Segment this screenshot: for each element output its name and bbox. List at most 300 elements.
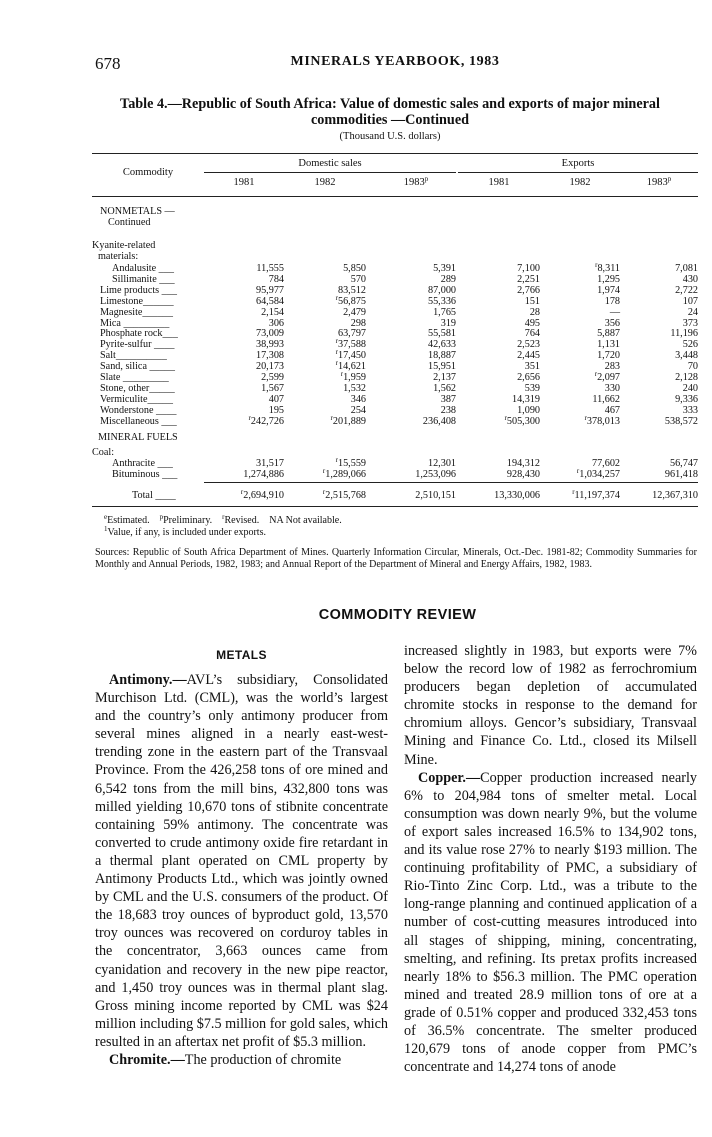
table-cell [456,318,540,329]
table-cell [366,361,456,372]
table-cell [620,458,698,469]
table-cell [620,328,698,339]
cell-value: 1,532 [343,382,366,394]
cell-value: 95,977 [255,284,284,296]
row-label: Sillimanite ___ [112,273,175,285]
cell-value: 77,602 [591,458,620,469]
cell-value: 928,430 [506,469,540,480]
table-row [92,413,698,427]
table-cell [456,274,540,285]
table-cell [456,263,540,274]
table-cell [366,416,456,427]
footnote-mark: p [159,513,164,521]
cell-value: 2,599 [261,372,284,383]
text-antimony: AVL’s subsidiary, Consolidated Murchison Ltd. (CML), was the world’s largest and the country’s only antimony producer from several mines aligned in a nearly east-west-trending zone in the eastern part of the Transvaal Province. From the 426,258 tons of ore mined and 6,542 tons from the mill bins, 432,800 tons was milled yielding 10,670 tons of stibnite concentrate containing 59% antimony. The concentrate was converted to crude antimony oxide fire retardant in a thermal plant operated on CML property by Antimony Products Ltd., which was jointly owned by CML and the U.S. consumers of the product. Of the 18,683 troy ounces of byproduct gold, 13,570 troy ounces was recovered on corduroy tables in the concentrator, 3,663 ounces came from cyanidation and recovery in the new pipe reactor, and 1,450 troy ounces was in thermal plant slag. Gross mining income reported by CML was $24 million including $7.5 million for gold sales, which resulted in an aftertax net profit of $5.3 million. [95,672,388,1050]
table-cell [204,263,284,274]
domestic-group-rule [204,172,456,173]
cell-value: 17,450 [337,350,366,362]
column-group-exports: Exports [561,158,595,169]
cell-value: 330 [604,382,620,394]
table-cell [540,383,620,394]
table-cell [284,394,366,405]
year-label: 1981 [233,177,255,188]
cell-value: 407 [268,393,284,405]
row-label: Vermiculite_____ [100,393,173,405]
text-column-right [404,642,697,1076]
column-group-domestic: Domestic sales [298,158,362,169]
paragraph-chromite [95,1051,388,1069]
table-cell [366,339,456,350]
table-cell [456,490,540,501]
cell-value: 2,510,151 [415,490,456,501]
column-header-year [458,177,540,188]
revised-mark: r [322,488,326,496]
cell-value: 2,694,910 [243,490,284,501]
cell-value: 2,097 [597,372,620,383]
paragraph-copper [404,769,697,1077]
cell-value: 2,722 [675,284,698,296]
cell-value: 1,090 [517,404,540,416]
table-cell [284,339,366,350]
table-cell [204,490,284,501]
cell-value: 254 [350,404,366,416]
cell-value: 236,408 [422,415,456,427]
cell-value: 42,633 [427,339,456,351]
table-cell [366,285,456,296]
cell-value: 1,274,886 [243,469,284,480]
cell-value: 11,196 [670,328,698,340]
cell-value: 2,479 [343,306,366,318]
table-row [92,394,698,405]
cell-value: 13,330,006 [494,490,540,501]
cell-value: 2,656 [517,372,540,383]
cell-value: 240 [682,382,698,394]
cell-value: 17,308 [255,350,284,362]
cell-value: 11,555 [256,263,284,274]
table-rule-total [204,482,698,483]
cell-value: 2,445 [517,350,540,362]
section-nonmetals-line-2: Continued [108,217,151,228]
table-cell [204,413,284,427]
cell-value: 1,720 [597,350,620,362]
cell-value: — [609,306,620,318]
table-cell [456,361,540,372]
table-title [80,96,700,128]
cell-value: 56,875 [337,295,366,307]
runin-antimony: Antimony.— [109,672,187,688]
cell-value: 178 [604,295,620,307]
footnote-item [160,515,213,526]
cell-value: 1,295 [597,273,620,285]
cell-value: 378,013 [586,415,620,427]
cell-value: 15,559 [337,458,366,469]
footnote-mark: e [104,513,108,521]
cell-value: 70 [687,361,698,373]
table-row [92,350,698,361]
table-cell [204,274,284,285]
table-cell [366,458,456,469]
table-cell [620,274,698,285]
table-sources: Sources: Republic of South Africa Department of Mines. Quarterly Information Circular, Minerals, Oct.-Dec. 1981-82; Commodity Summaries for Monthly and Annual Periods, 1982, 1983; and Annual Report of the Department of Mineral and Energy Affairs, 1982, 1983. [95,547,697,570]
row-label: Stone, other_____ [100,382,175,394]
table-cell [366,296,456,307]
page-number: 678 [95,54,121,73]
cell-value: 83,512 [337,284,366,296]
running-header [95,54,695,76]
table-cell [366,328,456,339]
table-cell [284,469,366,480]
cell-value: 1,974 [597,284,620,296]
row-label: Total ____ [132,490,176,501]
cell-value: 195 [268,404,284,416]
table-cell [284,361,366,372]
revised-mark: r [335,348,338,357]
footnote-item [104,515,150,526]
row-label: Wonderstone ____ [100,404,177,416]
table-rule-bottom [92,506,698,507]
cell-value: 1,289,066 [325,469,366,480]
section-nonmetals [100,206,175,228]
revised-mark: r [595,261,598,269]
table-cell [456,296,540,307]
cell-value: 495 [524,317,540,329]
table-cell [456,339,540,350]
row-label: Sand, silica _____ [100,361,175,373]
column-header-year [620,177,698,188]
cell-value: 289 [440,273,456,285]
cell-value: 5,887 [597,328,620,340]
cell-value: 1,959 [343,372,366,383]
cell-value: 8,311 [597,263,620,274]
cell-value: 15,951 [427,361,456,373]
cell-value: 1,765 [433,306,456,318]
cell-value: 283 [604,361,620,373]
table-row [92,285,698,296]
revised-mark: r [335,359,338,368]
table-cell [284,413,366,427]
table-cell [540,413,620,427]
row-label: Phosphate rock___ [100,328,178,340]
table-row [92,383,698,394]
text-column-left [95,646,388,1069]
table-cell [284,372,366,383]
table-cell [620,285,698,296]
footnote-line-1 [104,515,698,527]
table-cell [540,307,620,318]
table-cell [620,263,698,274]
table-cell [540,296,620,307]
cell-value: 38,993 [255,339,284,351]
cell-value: 570 [350,273,366,285]
cell-value: 2,523 [517,339,540,351]
cell-value: 11,662 [592,393,620,405]
table-cell [540,458,620,469]
table-cell [456,383,540,394]
cell-value: 3,448 [675,350,698,362]
revised-mark: r [322,467,326,475]
year-superscript: p [667,175,672,183]
cell-value: 20,173 [255,361,284,373]
footnote-item [222,515,259,526]
table-cell [284,307,366,318]
revised-mark: r [330,413,333,422]
coal-group-label: Coal: [92,447,115,458]
row-label: Lime products ___ [100,284,177,296]
table-cell [284,383,366,394]
revised-mark: r [594,370,598,378]
cell-value: 63,797 [337,328,366,340]
table-cell [456,307,540,318]
table-cell [366,307,456,318]
cell-value: 319 [440,317,456,329]
table-cell [366,394,456,405]
cell-value: 73,009 [255,328,284,340]
table-cell [456,285,540,296]
cell-value: 7,081 [675,263,698,274]
cell-value: 12,367,310 [652,490,698,501]
footnote-item [269,515,341,526]
revised-mark: r [335,456,338,464]
table-cell [540,263,620,274]
table-cell [620,372,698,383]
footnote-line-2 [104,524,698,539]
table-row [92,318,698,329]
cell-value: 764 [524,328,540,340]
cell-value: 31,517 [255,458,284,469]
cell-value: 539 [524,382,540,394]
cell-value: 37,588 [337,339,366,351]
cell-value: 2,515,768 [325,490,366,501]
table-cell [540,469,620,480]
table-cell [204,296,284,307]
table-cell [366,372,456,383]
cell-value: 7,100 [517,263,540,274]
cell-value: 24 [687,306,698,318]
cell-value: 9,336 [675,393,698,405]
text-chromite: The production of chromite [184,1051,342,1068]
revised-mark: r [248,413,251,422]
footnote-text: NA Not available. [269,515,342,526]
cell-value: 333 [682,404,698,416]
table-cell [620,307,698,318]
table-cell [366,469,456,480]
revised-mark: r [335,337,338,346]
section-mineral-fuels: MINERAL FUELS [98,432,178,443]
revised-mark: r [504,413,507,422]
table-cell [204,383,284,394]
table-row [92,293,698,307]
table-cell [284,285,366,296]
table-cell [366,490,456,501]
table-cell [366,383,456,394]
cell-value: 11,197,374 [574,490,620,501]
table-cell [620,394,698,405]
cell-value: 1,034,257 [579,469,620,480]
paragraph-antimony [95,671,388,1051]
cell-value: 1,567 [261,382,284,394]
table-cell [620,416,698,427]
cell-value: 14,319 [511,393,540,405]
table-footnotes [104,515,698,538]
row-label: Pyrite-sulfur ____ [100,339,175,351]
paragraph-chromite-continued: increased slightly in 1983, but exports were 7% below the record low of 1982 as ferrochromium producers began depletion of accumulated chromite stocks in response to the demand for chromium alloys. Gencor’s subsidiary, Transvaal Mining and Finance Co. Ltd., closed its Milsell Mine. [404,643,697,768]
table-cell [620,383,698,394]
table-cell [620,361,698,372]
table-cell [540,339,620,350]
revised-mark: r [576,467,580,475]
table-row [92,458,698,469]
table-cell [366,350,456,361]
table-cell [540,394,620,405]
footnote-mark-1: 1 [104,524,108,533]
cell-value: 5,850 [343,263,366,274]
cell-value: 1,131 [597,339,620,351]
cell-value: 298 [350,317,366,329]
running-title: MINERALS YEARBOOK, 1983 [290,54,500,69]
table-cell [620,469,698,480]
cell-value: 5,391 [433,263,456,274]
table-cell [366,263,456,274]
year-label: 1983 [403,177,425,188]
kyanite-line-2: materials: [98,251,139,262]
revised-mark: r [335,293,338,302]
table-cell [284,263,366,274]
table-cell [620,350,698,361]
cell-value: 151 [524,295,540,307]
table-cell [204,394,284,405]
footnote-text: Revised. [224,515,260,526]
cell-value: 87,000 [427,284,456,296]
cell-value: 526 [682,339,698,351]
year-label: 1982 [314,177,336,188]
table-cell [204,469,284,480]
table-cell [204,372,284,383]
table-cell [540,285,620,296]
table-cell [284,318,366,329]
table-cell [204,458,284,469]
cell-value: 18,887 [427,350,456,362]
table-cell [540,490,620,501]
table-cell [620,339,698,350]
cell-value: 194,312 [506,458,540,469]
footnote-text: Preliminary. [163,515,213,526]
cell-value: 238 [440,404,456,416]
cell-value: 64,584 [255,295,284,307]
row-label: Bituminous ___ [112,469,178,480]
table-row [92,263,698,274]
table-cell [620,405,698,416]
column-header-year [376,177,456,188]
cell-value: 373 [682,317,698,329]
year-label: 1981 [488,177,510,188]
table-rule-top [92,153,698,154]
text-copper: Copper production increased nearly 6% to 204,984 tons of smelter metal. Local consumption was down nearly 9%, but the volume of export sales increased 16.5% to 134,902 tons, and its value rose 27% to nearly $193 million. The continuing profitability of PMC, a subsidiary of Rio-Tinto Zinc Corp. Ltd., was a tribute to the long-range planning and continued application of a number of cost-cutting measures introduced into all stages of shipping, mining, concentrating, smelting, and refining. Its pretax profits increased nearly 18% to $56.3 million. The PMC operation mined and treated 28.9 million tons of ore at a grade of 0.51% copper and produced 332,453 tons of 36.5% concentrate. The smelter produced 120,679 tons of anode copper from PMC’s concentrate and 14,274 tons of anode [404,769,697,1076]
table-cell [540,274,620,285]
row-label: Mica _________ [100,317,170,329]
cell-value: 107 [682,295,698,307]
table-row [92,405,698,416]
section-title-commodity-review: COMMODITY REVIEW [318,607,477,623]
table-title-line-2: commodities —Continued [310,112,470,128]
cell-value: 2,128 [675,372,698,383]
table-row [92,328,698,339]
table-units: (Thousand U.S. dollars) [339,131,441,142]
table-cell [620,296,698,307]
table-cell [540,361,620,372]
table-row [92,274,698,285]
cell-value: 306 [268,317,284,329]
table-cell [204,328,284,339]
cell-value: 538,572 [664,415,698,427]
column-header-year [204,177,284,188]
table-cell [540,372,620,383]
table-cell [540,350,620,361]
cell-value: 55,581 [427,328,456,340]
cell-value: 961,418 [664,469,698,480]
cell-value: 387 [440,393,456,405]
table-cell [540,328,620,339]
table-row [92,469,698,480]
table-cell [284,274,366,285]
row-label: Magnesite______ [100,306,173,318]
footnote-text: Estimated. [107,515,150,526]
row-label: Slate _________ [100,372,169,383]
table-cell [366,274,456,285]
row-label: Miscellaneous ___ [100,415,177,427]
table-title-line-1: Table 4.—Republic of South Africa: Value of domestic sales and exports of major mineral [120,96,660,112]
cell-value: 2,766 [517,284,540,296]
table-cell [456,350,540,361]
cell-value: 28 [529,306,540,318]
cell-value: 55,336 [427,295,456,307]
table-cell [456,328,540,339]
column-header-commodity: Commodity [122,167,174,178]
footnote-text-1: Value, if any, is included under exports. [107,526,266,538]
year-superscript: p [424,175,429,183]
table-row [92,307,698,318]
row-label: Salt__________ [100,350,167,362]
cell-value: 1,562 [433,382,456,394]
row-label: Anthracite ___ [112,458,173,469]
cell-value: 784 [268,273,284,285]
table-cell [204,361,284,372]
runin-chromite: Chromite.— [109,1051,185,1068]
cell-value: 505,300 [506,415,540,427]
table-cell [540,318,620,329]
table-cell [456,469,540,480]
footnote-mark: r [222,513,225,521]
kyanite-line-1: Kyanite-related [92,240,156,251]
cell-value: 2,154 [261,306,284,318]
subheading-metals: METALS [216,648,267,662]
revised-mark: r [340,370,344,378]
year-label: 1982 [569,177,591,188]
cell-value: 430 [682,273,698,285]
table-cell [284,293,366,307]
year-label: 1983 [646,177,668,188]
cell-value: 201,889 [332,415,366,427]
runin-copper: Copper.— [418,769,481,786]
row-label: Andalusite ___ [112,263,174,274]
table-cell [204,285,284,296]
table-cell [456,413,540,427]
cell-value: 56,747 [669,458,698,469]
cell-value: 2,137 [433,372,456,383]
column-header-year [284,177,366,188]
kyanite-group-label [92,240,155,262]
table-cell [620,490,698,501]
cell-value: 351 [524,361,540,373]
